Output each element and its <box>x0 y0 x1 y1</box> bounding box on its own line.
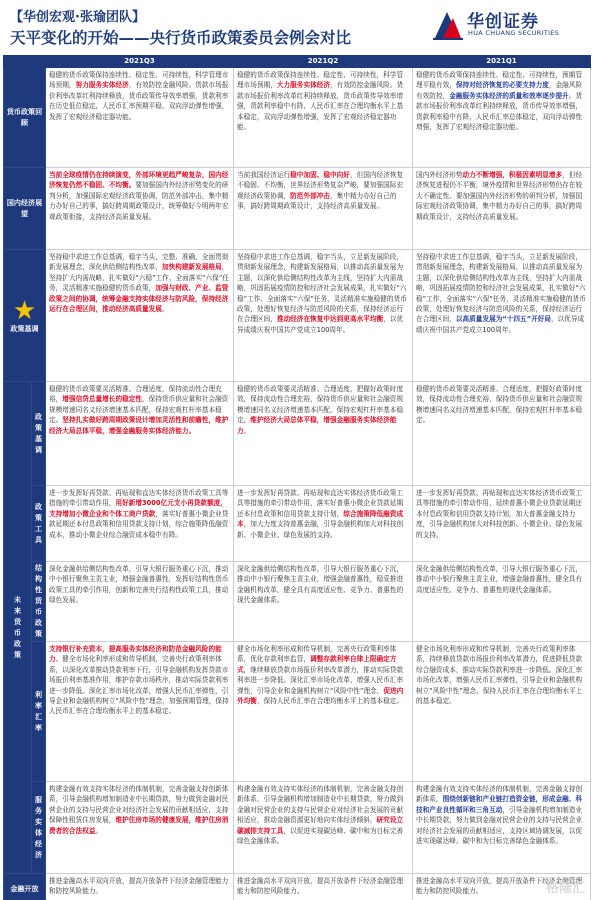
cell <box>234 874 413 900</box>
header <box>0 0 593 52</box>
highlighted-text: 支持银行补充资本，提高服务实体经济和防范金融风险的能力 <box>49 645 222 664</box>
logo-mark-icon <box>433 8 463 40</box>
column-header-q3: 2021Q3 <box>46 56 234 68</box>
body-text: 健全市场化利率形成和传导机制，完善央行政策利率体系，优化存款利率监管， <box>237 645 397 664</box>
body-text: 推进金融高水平双向开放，提高开放条件下经济金融管理能力和防控风险能力。 <box>49 877 229 896</box>
row-label-policy-review: 货币政策回顾 <box>4 68 46 168</box>
body-text: 进一步发挥好再贷款、再贴现和直达实体经济货币政策工具等措施的牵引带动作用， <box>49 489 229 508</box>
body-text: ，以优异成绩庆祝中国共产党成立100周年。 <box>237 315 404 334</box>
logo-subtext: HUA CHUANG SECURITIES <box>468 29 560 37</box>
body-text: ，加大力度支持普惠金融，引导金融机构加大对科技创新、小微企业、绿色发展的支持。 <box>237 520 404 539</box>
cell <box>413 382 591 486</box>
body-text: 坚持稳中求进工作总基调，稳字当头，完整、准确、全面贯彻新发展理念，深化供给侧结构性改革， <box>49 253 229 272</box>
table-row <box>4 782 591 874</box>
highlighted-text: 稳中加固、稳中向好 <box>290 171 350 179</box>
cell <box>234 68 413 168</box>
body-text: ，保持人民币汇率在合理均衡水平上的基本稳定。 <box>256 697 404 706</box>
highlighted-text: 坚持扎实做好跨周期政策设计增加灵活性和前瞻性，维护经济大局总体平稳，增强金融服务实体经济能力。 <box>49 416 229 435</box>
body-text: 构建金融有效支持实体经济的体制机制，完善金融支持创新体系，引导金融机构增加制造业中长期贷款，努力做到金融对民营企业的支持与民营企业对经济社会发展的贡献相适应，支持保障性租赁住房发展， <box>49 785 229 825</box>
body-text: 。健全市场化利率形成和传导机制，完善央行政策利率体系，以深化改革推动贷款利率下行，引导金融机构发挥贷款市场报价利率基准作用，维护存款市场秩序，推动实际贷款利率进一步降低。深化汇率市场化改革，增强人民币汇率弹性，引导企业和金融机构树立“风险中性”理念，加强预期管理，保持人民币汇率在合理均衡水平上的基本稳定。 <box>49 655 229 716</box>
table-row <box>4 250 591 382</box>
body-text: 推进金融高水平双向开放，提高开放条件下经济金融管理能力和防控风险能力。 <box>416 877 583 896</box>
body-text: ，但经济恢复进程仍不平衡，境外疫情和世界经济形势仍存在较大不确定性。要加强国内外经济形势的研判分析，加强国际宏观经济政策协调，集中精力办好自己的事，搞好跨周期政策设计，支持经济高质量发展。 <box>416 171 583 221</box>
body-text: ，落实好普惠小微企业贷款延期还本付息政策和信用贷款支持计划，综合施策降低融资成本，推动小微企业综合融资成本稳中有降。 <box>49 509 229 539</box>
cell <box>413 250 591 382</box>
cell <box>413 486 591 562</box>
body-text: 稳健的货币政策要灵活精准、合理适度，把握好政策时度效，保持流动性合理充裕，保持货币供应量和社会融资规模增速同名义经济增速基本匹配，保持宏观杠杆率基本稳定。 <box>416 385 583 425</box>
body-text: 深化金融供给侧结构性改革，引导大银行服务重心下沉，推动中小银行聚焦主责主业，增强金融普惠性，稳妥推进金融机构改革，健全具有高度适应性、竞争力、普惠性的现代金融体系。 <box>237 565 404 605</box>
body-text: 进一步发挥好再贷款、再贴现和直达实体经济货币政策工具等措施的牵引带动作用，落实好普惠小微企业贷款延期还本付息政策和信用贷款支持计划， <box>237 489 404 518</box>
team-name: 【华创宏观·张瑜团队】 <box>10 10 145 25</box>
body-text: ，保持货币供应量和社会融资规模增速同名义经济增速基本匹配，保持宏观杠杆率基本稳定。 <box>49 395 229 425</box>
body-text: ，金融风险有效防控， <box>416 81 583 100</box>
table-row <box>4 382 591 486</box>
highlighted-text: 大力服务实体经济 <box>276 81 331 90</box>
body-text: 稳健的货币政策保持连续性、稳定性、可持续性，科学管理市场预期， <box>49 71 229 90</box>
highlighted-text: 当前全球疫情仍在持续演变，外部环境更趋严峻复杂，国内经济恢复仍然不稳固、不均衡。 <box>49 171 229 190</box>
highlighted-text: 增强信贷总量增长的稳定性 <box>62 395 143 404</box>
table-row <box>4 562 591 642</box>
body-text: 深化金融供给侧结构性改革，引导大银行服务重心下沉，推动中小银行聚焦主责主业，增强金融普惠性，健全具有高度适应性、竞争力、普惠性的现代金融体系。 <box>416 565 583 594</box>
body-text: 稳健的货币政策保持连续性、稳定性、可持续性，预期管理平稳有效， <box>416 71 583 90</box>
table-row <box>4 486 591 562</box>
cell <box>413 782 591 874</box>
body-text: 稳健的货币政策要灵活精准、合理适度，保持流动性合理充裕， <box>49 385 222 404</box>
highlighted-text: 调整存款利率自律上限确定方式 <box>237 655 397 674</box>
body-text: ，以优异成绩庆祝中国共产党成立100周年。 <box>416 315 585 334</box>
cell <box>46 642 234 782</box>
highlighted-text: 综合施策降低融资成本 <box>237 509 404 529</box>
body-text: ，坚持扩大内需战略，扎实做好“六稳”工作、全面落实“六保”任务，灵活精准实施稳健的货币政策， <box>49 263 229 293</box>
highlighted-text: 金融服务实体经济的质量和效率逐步提升 <box>449 91 569 100</box>
body-text: 构建金融有效支持实体经济的体制机制，完善金融支持创新体系，引导金融机构增加制造业中长期贷款，努力做到金融对民营企业的支持与民营企业对经济社会发展的贡献相适应，推动金融资源更好地向实体经济倾斜， <box>237 785 404 825</box>
body-text: 深化金融供给侧结构性改革，引导大银行服务重心下沉，推动中小银行聚焦主责主业，增强金融普惠性，发挥好结构性货币政策工具的牵引作用，创新和完善央行结构性政策工具，推动绿色发展。 <box>49 565 229 605</box>
sub-label-rate-fx: 利率汇率 <box>32 642 46 782</box>
cell <box>413 68 591 168</box>
body-text: ，有效防控金融风险。货款市场报价利率改革红利持续释放，货币政策传导效率增强，货款利率在历史低位稳定，人民币汇率预期平稳，双向浮动弹性增强，发挥了宏观经济稳定器功能。 <box>49 81 229 121</box>
table-row <box>4 168 591 250</box>
cell <box>46 874 234 900</box>
body-text: ，集中精力办好自己的事，搞好跨周期政策设计，支持经济高质量发展。 <box>237 191 397 211</box>
highlighted-text: 加快构建新发展格局 <box>161 263 222 272</box>
cell <box>46 168 234 250</box>
body-text: ，继续释放贷款市场报价利率改革潜力，推动实际贷款利率进一步降低。深化汇率市场化改革，增强人民币汇率弹性，引导企业和金融机构树立“风险中性”理念， <box>237 665 404 695</box>
cell <box>234 782 413 874</box>
highlighted-text: 防范外部冲击 <box>290 191 331 200</box>
highlighted-text: 保持对经济恢复的必要支持力度 <box>455 81 549 90</box>
brand-logo <box>433 5 583 45</box>
row-label-domestic-outlook: 国内经济展望 <box>4 168 46 250</box>
cell <box>234 250 413 382</box>
cell <box>46 250 234 382</box>
cell <box>413 168 591 250</box>
body-text: 。 <box>243 426 251 435</box>
cell <box>234 168 413 250</box>
body-text: 。货款市场报价利率改革红利持续释放，货币传导效率增强，货款利率稳中有降，人民币汇率总体稳定，双向浮动弹性增强，发挥了宏观经济稳定器功能。 <box>416 91 583 132</box>
page-title: 天平变化的开始——央行货币政策委员会例会对比 <box>10 29 352 47</box>
body-text: ，但国内经济恢复不稳固、不均衡，世界经济形势复杂严峻，要加强国际宏观经济政策协调， <box>237 171 404 200</box>
body-text: 国内外经济形势 <box>416 171 463 179</box>
body-text: ，有效防控金融风险。货款市场报价利率改革红利持续释放，货币政策传导效率增强，货款利率稳中有降，人民币汇率在合理均衡水平上基本稳定，双向浮动弹性增强，发挥了宏观经济稳定器功能。 <box>237 81 404 132</box>
cell <box>234 486 413 562</box>
cell <box>46 486 234 562</box>
cell <box>234 642 413 782</box>
body-text: 健全市场化利率形成和传导机制，完善央行政策利率体系，持续释放贷款市场报价利率改革潜力，促进降低贷款综合融资成本，推动实际贷款利率进一步降低。深化汇率市场化改革，增强人民币汇率弹性，引导企业和金融机构树立“风险中性”理念，保持人民币汇率在合理均衡水平上的基本稳定。 <box>416 645 583 706</box>
highlighted-text: 以高质量发展为“十四五”开好局 <box>455 315 552 324</box>
body-text: 稳健的货币政策要灵活精准、合理适度，把握好政策时度效，保持流动性合理充裕，保持货币供应量和社会融资规模增速同名义经济增速基本匹配，保持宏观杠杆率基本稳定， <box>237 385 404 425</box>
table-row <box>4 68 591 168</box>
cell <box>413 642 591 782</box>
column-header-q2: 2021Q2 <box>234 56 413 68</box>
body-text: ，引导金融机构增加制造业中长期贷款，努力做到金融对民营企业的支持与民营企业对经济社会发展的贡献相适应，支持区域协调发展，以促进实现碳达峰、碳中和为目标完善绿色金融体系。 <box>416 805 583 846</box>
cell <box>413 562 591 642</box>
sub-label-structural: 结构性货币政策 <box>32 562 46 642</box>
body-text: 进一步发挥好再贷款、再贴现和直达实体经济货币政策工具等措施的牵引带动作用，延续普惠小微企业贷款延期还本付息政策和信用贷款支持计划，加大普惠金融支持力度，引导金融机构加大对科技创新、小微企业、绿色发展的支持。 <box>416 489 583 539</box>
highlighted-text: 维护经济大局总体平稳，增强金融服务实体经济能力 <box>237 416 397 435</box>
body-text: 坚持稳中求进工作总基调，稳字当头，立足新发展阶段，贯彻新发展理念，构建新发展格局，以推动高质量发展为主题，以深化供给侧结构性改革为主线，坚持扩大内需战略，巩固拓展疫情防控和经济社会发展成果，扎实做好“六稳”工作，全面落实“六保”任务，灵活精准实施稳健的货币政策，处理好恢复经济与防范风险的关系，保持经济运行在合理区间， <box>416 253 586 324</box>
body-text: 。 <box>95 826 103 835</box>
corner-cell <box>4 56 46 68</box>
table-row <box>4 874 591 900</box>
star-icon: ★ <box>12 296 37 326</box>
row-label-future-policy: 未来货币政策 <box>4 382 32 874</box>
body-text: 稳健的货币政策保持连续性、稳定性、可持续性，科学管理市场预期， <box>237 71 404 90</box>
cell <box>46 782 234 874</box>
body-text: ，以促进实现碳达峰、碳中和为目标完善绿色金融体系。 <box>237 826 404 846</box>
logo-text: 华创证券 <box>467 12 539 32</box>
highlighted-text: 维护住房市场的健康发展，维护住房消费者的合法权益 <box>49 816 229 835</box>
comparison-table <box>3 55 591 900</box>
highlighted-text: 努力服务实体经济 <box>75 81 129 90</box>
row-label-policy-stance: ★ 政策基调 <box>4 250 46 382</box>
highlighted-text: 促进内外均衡 <box>237 686 404 706</box>
column-header-q1: 2021Q1 <box>413 56 591 68</box>
sub-label-policy-tools: 政策工具 <box>32 486 46 562</box>
cell <box>46 562 234 642</box>
highlighted-text: 加强与财政、产业、监管政策之间的协调，统筹金融支持实体经济与防风险，保持经济运行在合理区间，推动经济高质量发展 <box>49 284 229 314</box>
body-text: 要加强国内外经济形势变化的研判分析，加强国际宏观经济政策协调，防范外部冲击，集中精力办好自己的事，搞好跨周期政策设计，统筹做好今明两年宏观政策衔接，支持经济高质量发展。 <box>49 181 229 221</box>
body-text: 。 <box>161 305 169 314</box>
highlighted-text: 动力不断增强，积极因素明显增多 <box>462 171 563 179</box>
body-text: 当前我国经济运行 <box>237 171 291 179</box>
cell <box>46 382 234 486</box>
body-text: 坚持稳中求进工作总基调，稳字当头，立足新发展阶段，贯彻新发展理念，构建新发展格局，以推动高质量发展为主题，以深化供给侧结构性改革为主线，坚持扩大内需战略，巩固拓展疫情防控和经济社会发展成果，扎实做好“六稳”工作、全面落实“六保”任务，灵活精准实施稳健的货币政策，处理好恢复经济与防范风险的关系，保持经济运行在合理区间， <box>237 253 407 324</box>
highlighted-text: 用好新增3000亿元支小再贷款额度，支持增加小微企业和个体工商户贷款 <box>49 499 228 518</box>
table-row <box>4 642 591 782</box>
highlighted-text: 研究设立碳减排支持工具 <box>237 816 404 835</box>
highlighted-text: 推动经济在恢复中达到更高水平均衡 <box>276 315 384 324</box>
body-text: 推进金融高水平双向开放，提高开放条件下经济金融管理能力和防控风险能力。 <box>237 877 404 896</box>
watermark: 格隆汇 <box>545 881 585 896</box>
highlighted-text: 围绕创新链和产业链打造资金链，形成金融、科技和产业良性循环和三角互动 <box>416 795 583 814</box>
sub-label-finance-service: 服务实体经济 <box>32 782 46 874</box>
cell <box>234 562 413 642</box>
cell <box>46 68 234 168</box>
sub-label-policy-stance: 政策基调 <box>32 382 46 486</box>
cell <box>234 382 413 486</box>
body-text: 构建金融有效支持实体经济的体制机制，完善金融支持创新体系， <box>416 785 583 804</box>
row-label-financial-opening: 金融开放 <box>4 874 46 900</box>
